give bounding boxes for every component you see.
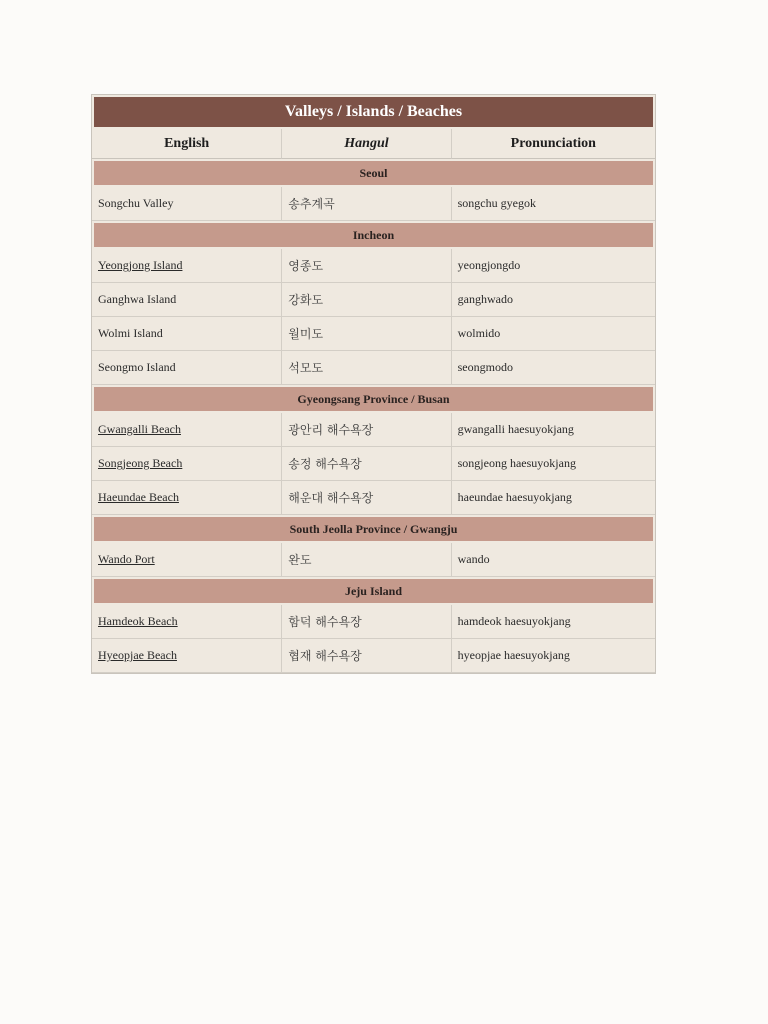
table-row	[92, 447, 655, 481]
english-cell	[92, 283, 281, 317]
hangul-cell: 함덕 해수욕장	[281, 605, 450, 639]
place-name: Wolmi Island	[98, 326, 163, 340]
pronunciation-cell: songjeong haesuyokjang	[451, 447, 655, 481]
english-cell	[92, 187, 281, 221]
pronunciation-cell: seongmodo	[451, 351, 655, 385]
table-row	[92, 187, 655, 221]
section-row	[92, 385, 655, 413]
table-title-row	[92, 95, 655, 129]
table-row	[92, 413, 655, 447]
table-header-row	[92, 129, 655, 159]
pronunciation-cell: hyeopjae haesuyokjang	[451, 639, 655, 673]
english-cell	[92, 639, 281, 673]
section-heading: Seoul	[92, 159, 655, 187]
table-row	[92, 543, 655, 577]
hangul-cell: 완도	[281, 543, 450, 577]
place-name: Ganghwa Island	[98, 292, 177, 306]
table-row	[92, 605, 655, 639]
hangul-cell: 석모도	[281, 351, 450, 385]
place-name: Seongmo Island	[98, 360, 176, 374]
hangul-cell: 송정 해수욕장	[281, 447, 450, 481]
pronunciation-cell: hamdeok haesuyokjang	[451, 605, 655, 639]
section-heading: Gyeongsang Province / Busan	[92, 385, 655, 413]
hangul-cell: 영종도	[281, 249, 450, 283]
hangul-cell: 월미도	[281, 317, 450, 351]
place-link[interactable]: Hamdeok Beach	[98, 614, 178, 628]
table-title: Valleys / Islands / Beaches	[92, 95, 655, 129]
english-cell	[92, 447, 281, 481]
hangul-cell: 송추계곡	[281, 187, 450, 221]
place-link[interactable]: Songjeong Beach	[98, 456, 183, 470]
pronunciation-cell: gwangalli haesuyokjang	[451, 413, 655, 447]
place-link[interactable]: Haeundae Beach	[98, 490, 179, 504]
pronunciation-cell: ganghwado	[451, 283, 655, 317]
english-cell	[92, 481, 281, 515]
pronunciation-cell: wando	[451, 543, 655, 577]
table-row	[92, 317, 655, 351]
english-cell	[92, 351, 281, 385]
header-hangul: Hangul	[281, 129, 450, 159]
table-body	[92, 159, 655, 673]
vocabulary-table	[91, 94, 656, 674]
place-link[interactable]: Wando Port	[98, 552, 155, 566]
table-row	[92, 351, 655, 385]
table-row	[92, 639, 655, 673]
table-row	[92, 481, 655, 515]
place-link[interactable]: Gwangalli Beach	[98, 422, 181, 436]
section-heading: Jeju Island	[92, 577, 655, 605]
english-cell	[92, 413, 281, 447]
section-row	[92, 515, 655, 543]
place-name: Songchu Valley	[98, 196, 174, 210]
english-cell	[92, 317, 281, 351]
hangul-cell: 강화도	[281, 283, 450, 317]
section-row	[92, 221, 655, 249]
pronunciation-cell: songchu gyegok	[451, 187, 655, 221]
section-heading: Incheon	[92, 221, 655, 249]
place-link[interactable]: Yeongjong Island	[98, 258, 183, 272]
table-row	[92, 249, 655, 283]
hangul-cell: 광안리 해수욕장	[281, 413, 450, 447]
english-cell	[92, 249, 281, 283]
english-cell	[92, 543, 281, 577]
section-row	[92, 159, 655, 187]
header-english: English	[92, 129, 281, 159]
place-link[interactable]: Hyeopjae Beach	[98, 648, 177, 662]
pronunciation-cell: wolmido	[451, 317, 655, 351]
pronunciation-cell: haeundae haesuyokjang	[451, 481, 655, 515]
hangul-cell: 해운대 해수욕장	[281, 481, 450, 515]
section-row	[92, 577, 655, 605]
english-cell	[92, 605, 281, 639]
hangul-cell: 협재 해수욕장	[281, 639, 450, 673]
pronunciation-cell: yeongjongdo	[451, 249, 655, 283]
table-row	[92, 283, 655, 317]
header-pronunciation: Pronunciation	[451, 129, 655, 159]
section-heading: South Jeolla Province / Gwangju	[92, 515, 655, 543]
